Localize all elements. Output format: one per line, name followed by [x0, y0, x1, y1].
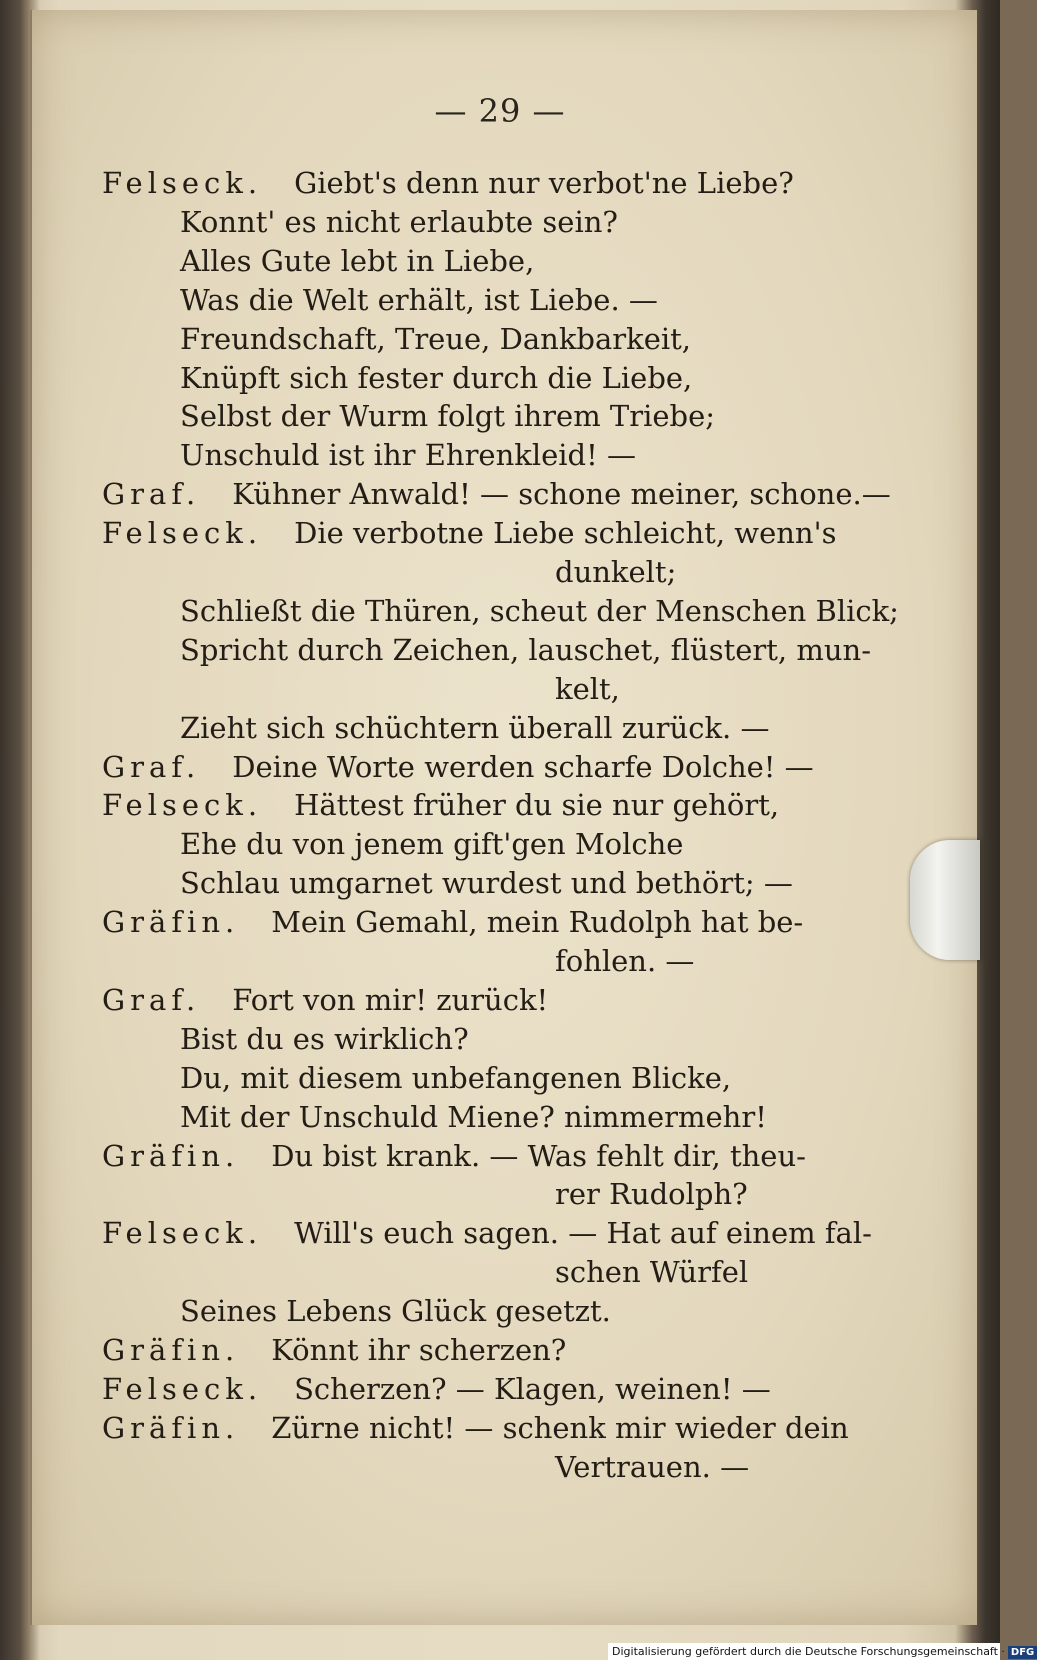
speaker-line [102, 1214, 872, 1252]
line-text: Konnt' es nicht erlaubte sein? [180, 204, 618, 239]
line-text: Mein Gemahl, mein Rudolph hat be- [271, 905, 804, 940]
continuation-line [555, 942, 694, 980]
credit-text: Digitalisierung gefördert durch die Deutsche Forschungsgemeinschaft · [612, 1645, 1005, 1658]
line-text: Will's euch sagen. — Hat auf einem fal- [294, 1216, 872, 1251]
line-text: Knüpft sich fester durch die Liebe, [180, 360, 693, 395]
speaker-line [102, 1137, 806, 1175]
verse-line [180, 1020, 469, 1058]
speaker-line [102, 164, 794, 202]
speaker-line [102, 981, 548, 1019]
speaker-name: Graf. [102, 749, 201, 784]
verse-line [180, 281, 658, 319]
verse-line [180, 592, 899, 630]
line-text: Unschuld ist ihr Ehrenkleid! — [180, 438, 636, 473]
line-text: schen Würfel [555, 1255, 749, 1290]
speaker-name: Gräfin. [102, 1333, 240, 1367]
speaker-name: Felseck. [102, 788, 263, 823]
verse-line [180, 242, 534, 280]
verse-line [180, 825, 683, 863]
verse-line [180, 1059, 731, 1097]
speaker-line [102, 514, 836, 552]
speaker-name: Felseck. [102, 516, 263, 551]
continuation-line [555, 553, 676, 591]
verse-line [180, 320, 691, 358]
line-text: Du bist krank. — Was fehlt dir, theu- [271, 1138, 806, 1173]
continuation-line [555, 1175, 748, 1213]
line-text: Giebt's denn nur verbot'ne Liebe? [294, 166, 794, 200]
continuation-line [555, 1448, 749, 1486]
line-text: Scherzen? — Klagen, weinen! — [294, 1371, 771, 1406]
verse-line [180, 1292, 611, 1330]
speaker-line [102, 1370, 771, 1408]
line-text: Selbst der Wurm folgt ihrem Triebe; [180, 399, 716, 434]
speaker-line [102, 1409, 849, 1447]
line-text: Mit der Unschuld Miene? nimmermehr! [180, 1099, 767, 1134]
continuation-line [555, 1253, 748, 1291]
line-text: kelt, [555, 671, 620, 706]
verse-line [180, 709, 769, 747]
line-text: fohlen. — [555, 944, 695, 978]
line-text: Schlau umgarnet wurdest und bethört; — [180, 866, 793, 901]
speaker-line [102, 748, 814, 786]
line-text: Könnt ihr scherzen? [271, 1333, 567, 1367]
speaker-name: Gräfin. [102, 1410, 240, 1445]
speaker-line [102, 475, 891, 513]
line-text: Was die Welt erhält, ist Liebe. — [180, 282, 658, 317]
verse-line [180, 397, 715, 435]
verse-line [180, 436, 636, 474]
line-text: dunkelt; [555, 555, 677, 589]
speaker-line [102, 1331, 566, 1369]
line-text: Fort von mir! zurück! [232, 982, 549, 1017]
speaker-name: Graf. [102, 982, 201, 1017]
verse-line [180, 631, 871, 669]
verse-line [180, 203, 618, 241]
line-text: Du, mit diesem unbefangenen Blicke, [180, 1060, 732, 1095]
verse-line [180, 864, 793, 902]
line-text: Seines Lebens Glück gesetzt. [180, 1294, 611, 1329]
line-text: Deine Worte werden scharfe Dolche! — [232, 749, 814, 784]
speaker-name: Felseck. [102, 1371, 263, 1406]
line-text: Vertrauen. — [555, 1449, 750, 1484]
verse-line [180, 359, 692, 397]
speaker-name: Gräfin. [102, 905, 240, 940]
speaker-name: Felseck. [102, 166, 263, 200]
line-text: Spricht durch Zeichen, lauschet, flüstert, mun- [180, 632, 872, 667]
continuation-line [555, 670, 620, 708]
line-text: Zürne nicht! — schenk mir wieder dein [271, 1410, 849, 1445]
line-text: Freundschaft, Treue, Dankbarkeit, [180, 321, 692, 356]
verse-line [180, 1098, 767, 1136]
line-text: Bist du es wirklich? [180, 1021, 469, 1056]
line-text: Kühner Anwald! — schone meiner, schone.— [232, 477, 891, 512]
speaker-name: Felseck. [102, 1216, 263, 1251]
speaker-name: Gräfin. [102, 1138, 240, 1173]
digitization-credit [608, 1643, 1035, 1660]
line-text: Zieht sich schüchtern überall zurück. — [180, 710, 770, 745]
line-text: Schließt die Thüren, scheut der Menschen Blick; [180, 593, 899, 628]
line-text: Die verbotne Liebe schleicht, wenn's [294, 516, 837, 551]
line-text: rer Rudolph? [555, 1177, 748, 1212]
speaker-name: Graf. [102, 477, 201, 512]
line-text: Ehe du von jenem gift'gen Molche [180, 827, 684, 862]
dfg-logo: DFG [1008, 1646, 1037, 1659]
line-text: Alles Gute lebt in Liebe, [180, 243, 535, 278]
page-number: — 29 — [434, 92, 566, 130]
speaker-line [102, 903, 803, 941]
speaker-line [102, 786, 779, 824]
line-text: Hättest früher du sie nur gehört, [294, 788, 780, 823]
